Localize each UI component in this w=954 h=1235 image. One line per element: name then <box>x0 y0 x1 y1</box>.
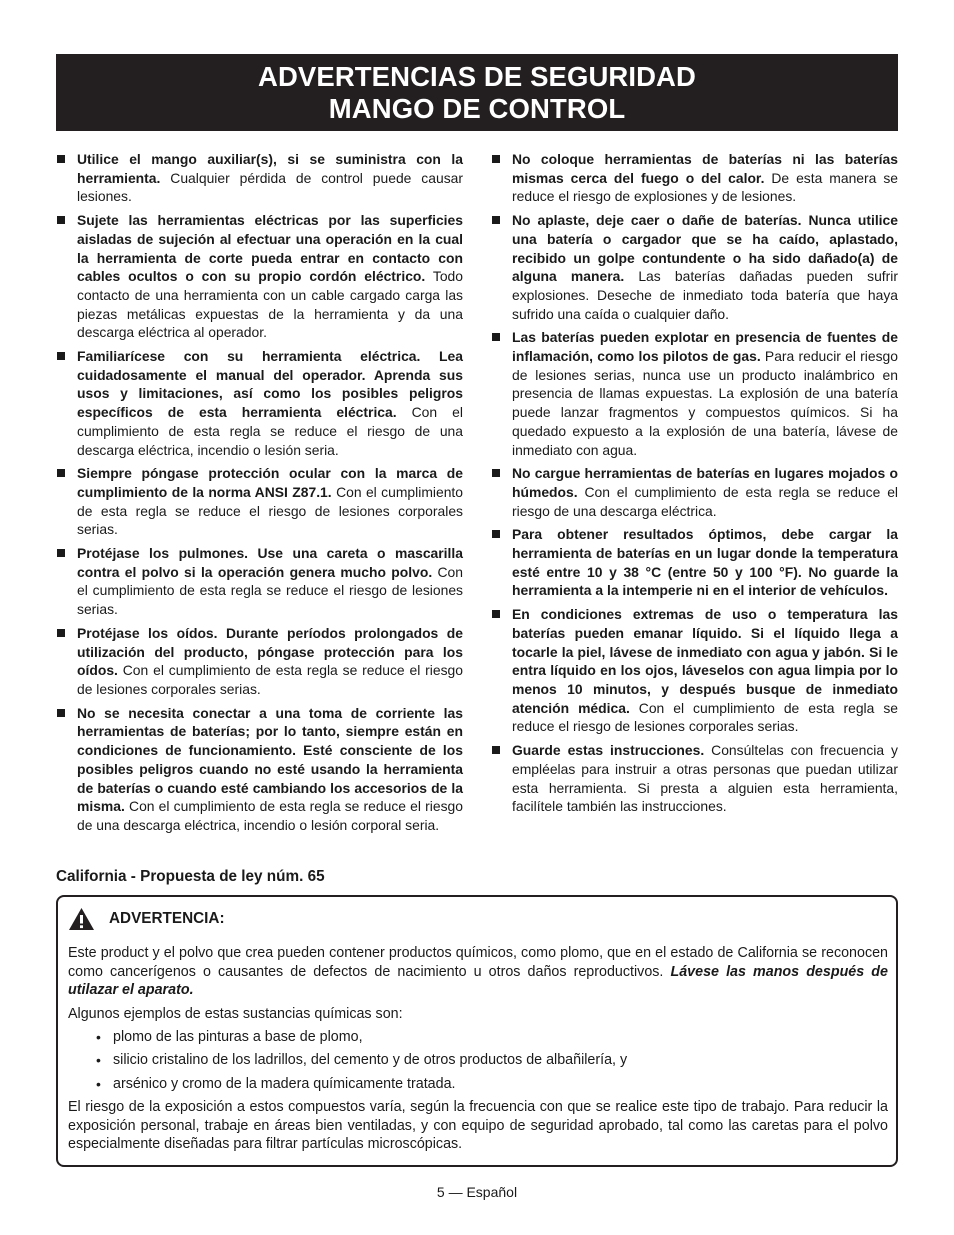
square-bullet-icon <box>492 155 500 163</box>
rule-bold: Utilice el mango auxiliar(s), si se suministra con la herramienta. <box>77 151 463 186</box>
list-item <box>491 464 898 520</box>
warning-label: ADVERTENCIA: <box>109 910 225 927</box>
right-column <box>491 150 898 821</box>
list-item <box>491 741 898 816</box>
list-item <box>491 150 898 206</box>
rule-bold: No aplaste, deje caer o dañe de baterías. Nunca utilice una batería o cargador que se ha caído, aplastado, recibido un golpe contundente o ha sido dañado(a) de alguna manera. <box>512 212 898 285</box>
rule-text: Todo contacto de una herramienta con un cable cargado carga las piezas metálicas expuestas de la herramienta y da una descarga eléctrica al operador. <box>77 268 464 341</box>
rule-text: Con el cumplimiento de esta regla se reduce el riesgo de una descarga eléctrica, incendio o lesión corporal seria. <box>77 798 463 833</box>
square-bullet-icon <box>57 352 65 360</box>
rule-bold: Siempre póngase protección ocular con la marca de cumplimiento de la norma ANSI Z87.1. <box>77 465 463 500</box>
list-item <box>68 1051 888 1070</box>
list-item <box>56 544 463 619</box>
warning-emphasis: Lávese las manos después de utilazar el aparato. <box>68 963 888 998</box>
warning-header <box>68 906 225 932</box>
square-bullet-icon <box>492 610 500 618</box>
rule-bold: No cargue herramientas de baterías en lugares mojados o húmedos. <box>512 465 898 500</box>
rule-bold: Las baterías pueden explotar en presencia de fuentes de inflamación, como los pilotos de gas. <box>512 329 898 365</box>
list-item <box>491 211 898 323</box>
section-header <box>56 54 898 131</box>
rule-text: Con el cumplimiento de esta regla se reduce el riesgo de una descarga eléctrica. <box>512 483 898 519</box>
rule-text: Con el cumplimiento de esta regla se reduce el riesgo de una descarga eléctrica, incendio o lesión seria. <box>77 404 463 458</box>
rule-bold: Sujete las herramientas eléctricas por las superficies aisladas de sujeción al efectuar una operación en la cual la herramienta de corte pueda entrar en contacto con cables ocultos o con su propio cordón eléctrico. <box>77 212 463 285</box>
warning-box <box>56 895 898 1167</box>
right-rules-list <box>491 150 898 816</box>
list-item-text: arsénico y cromo de la madera químicamente tratada. <box>113 1075 456 1092</box>
list-item <box>56 150 463 206</box>
list-item <box>56 704 463 835</box>
square-bullet-icon <box>492 530 500 538</box>
square-bullet-icon <box>57 155 65 163</box>
header-title-line2: MANGO DE CONTROL <box>328 92 626 124</box>
square-bullet-icon <box>492 469 500 477</box>
list-item-text: plomo de las pinturas a base de plomo, <box>113 1029 363 1045</box>
warning-triangle-icon <box>68 907 95 931</box>
square-bullet-icon <box>57 709 65 717</box>
bullet-icon: • <box>96 1075 101 1092</box>
page-footer: 5 — Español <box>436 1184 518 1200</box>
rule-bold: No se necesita conectar a una toma de corriente las herramientas de baterías; por lo tanto, siempre están en condiciones de funcionamiento. Esté consciente de los posibles peligros cuando no esté usando la herramienta de baterías o cuando esté cambiando los accesorios de la misma. <box>77 704 463 815</box>
warning-paragraph <box>68 944 888 1000</box>
list-item-text: silicio cristalino de los ladrillos, del cemento y de otros productos de albañilería, y <box>113 1052 628 1069</box>
rule-bold: En condiciones extremas de uso o temperatura las baterías pueden emanar líquido. Si el líquido llega a tocarle la piel, lávese de inmediato con agua y jabón. Si le entra líquido en los ojos, láveselos con agua limpia por lo menos 10 minutos, y después busque de inmediato atención médica. <box>512 606 898 716</box>
square-bullet-icon <box>57 629 65 637</box>
warning-text: Este product y el polvo que crea pueden contener productos químicos, como plomo, que en el estado de California se reconocen como cancerígenos o causantes de defectos de nacimiento u otros daños reproductivos. <box>68 945 888 980</box>
rule-text: Con el cumplimiento de esta regla se reduce el riesgo de lesiones corporales serias. <box>77 483 464 538</box>
rule-bold: No coloque herramientas de baterías ni las baterías mismas cerca del fuego o del calor. <box>512 151 898 186</box>
rule-text: Para reducir el riesgo de lesiones serias, nunca use un producto inalámbrico en presencia de llamas expuestas. La explosión de una batería puede lanzar fragmentos y compuestos químicos. Si ha quedado expuesto a la explosión de una batería, lávese de inmediato con agua. <box>512 348 898 458</box>
warning-paragraph: El riesgo de la exposición a estos compuestos varía, según la frecuencia con que se realice este tipo de trabajo. Para reducir la exposición personal, trabaje en áreas bien ventiladas, y con equipo de seguridad aprobado, tal como las caretas para el polvo especialmente diseñadas para filtrar partículas microscópicas. <box>68 1099 888 1153</box>
rule-text: Consúltelas con frecuencia y empléelas para instruir a otras personas que puedan utilizar esta herramienta. Si presta a alguien esta herramienta, facilítele también las instrucciones. <box>512 742 898 815</box>
square-bullet-icon <box>57 549 65 557</box>
list-item <box>68 1075 888 1094</box>
square-bullet-icon <box>57 216 65 224</box>
list-item <box>56 211 463 342</box>
left-column <box>56 150 463 840</box>
list-item <box>491 328 898 459</box>
list-item <box>68 1028 888 1047</box>
bullet-icon: • <box>96 1052 101 1069</box>
chemicals-list <box>68 1028 888 1093</box>
rule-bold: Protéjase los pulmones. Use una careta o mascarilla contra el polvo si la operación genera mucho polvo. <box>77 545 463 580</box>
rule-bold: Guarde estas instrucciones. <box>512 742 705 759</box>
warning-body <box>68 944 888 1159</box>
rule-bold: Familiarícese con su herramienta eléctrica. Lea cuidadosamente el manual del operador. Aprenda sus usos y limitaciones, así como los posibles peligros específicos de esta herramienta eléctrica. <box>77 348 463 421</box>
rule-text: Con el cumplimiento de esta regla se reduce el riesgo de lesiones corporales serias. <box>512 699 898 735</box>
list-item <box>56 347 463 459</box>
rule-text: Con el cumplimiento de esta regla se reduce el riesgo de lesiones serias. <box>77 563 464 618</box>
rule-text: Las baterías dañadas pueden sufrir explosiones. Deseche de inmediato toda batería que haya sufrido una caída o cualquier daño. <box>512 268 898 322</box>
rule-bold: Para obtener resultados óptimos, debe cargar la herramienta de baterías en un lugar donde la temperatura esté entre 10 y 38 °C (entre 50 y 100 °F). No guarde la herramienta a la intemperie ni en el interior de vehículos. <box>512 526 898 599</box>
square-bullet-icon <box>57 469 65 477</box>
california-heading: California - Propuesta de ley núm. 65 <box>56 868 325 885</box>
square-bullet-icon <box>492 746 500 754</box>
list-item <box>491 525 898 600</box>
rule-bold: Protéjase los oídos. Durante períodos prolongados de utilización del producto, póngase protección para los oídos. <box>77 624 463 679</box>
rule-text: Cualquier pérdida de control puede causar lesiones. <box>77 169 463 205</box>
warning-paragraph: Algunos ejemplos de estas sustancias químicas son: <box>68 1005 403 1022</box>
list-item <box>491 605 898 736</box>
rule-text: Con el cumplimiento de esta regla se reduce el riesgo de lesiones corporales serias. <box>77 662 463 697</box>
header-title-line1: ADVERTENCIAS DE SEGURIDAD <box>258 60 696 92</box>
rule-text: De esta manera se reduce el riesgo de explosiones y de lesiones. <box>512 169 898 205</box>
left-rules-list <box>56 150 463 835</box>
bullet-icon: • <box>96 1029 101 1045</box>
square-bullet-icon <box>492 216 500 224</box>
list-item <box>56 464 463 539</box>
square-bullet-icon <box>492 333 500 341</box>
list-item <box>56 624 463 699</box>
